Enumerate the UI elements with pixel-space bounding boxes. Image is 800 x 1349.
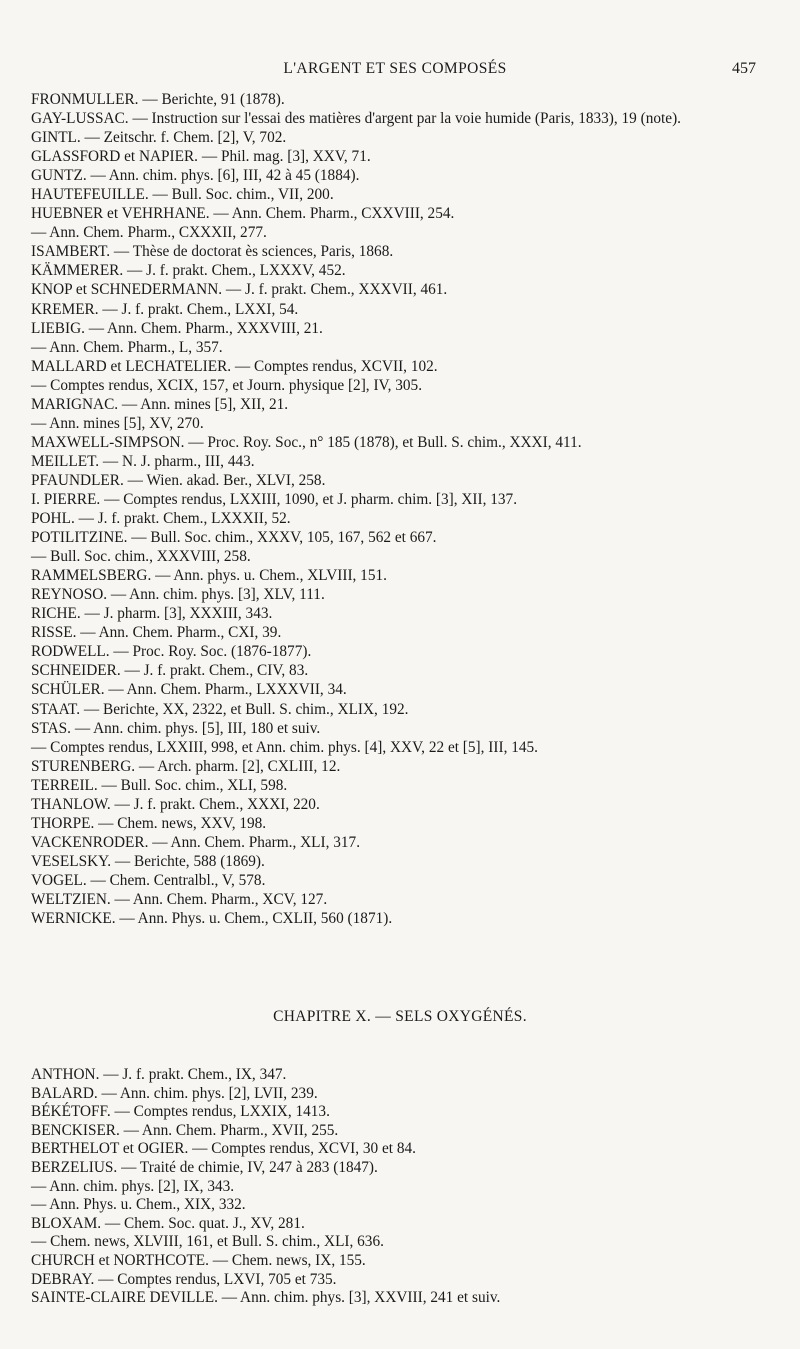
bibliography-entry: ANTHON. — J. f. prakt. Chem., IX, 347.	[31, 1066, 287, 1083]
bibliography-entry: — Ann. Chem. Pharm., L, 357.	[31, 338, 223, 356]
bibliography-entry: DEBRAY. — Comptes rendus, LXVI, 705 et 735.	[31, 1270, 337, 1288]
bibliography-entry: — Comptes rendus, LXXIII, 998, et Ann. chim. phys. [4], XXV, 22 et [5], III, 145.	[31, 738, 538, 756]
bibliography-entry: I. PIERRE. — Comptes rendus, LXXIII, 1090, et J. pharm. chim. [3], XII, 137.	[31, 490, 518, 508]
bibliography-entry: STAS. — Ann. chim. phys. [5], III, 180 et suiv.	[31, 719, 321, 737]
bibliography-entry: POHL. — J. f. prakt. Chem., LXXXII, 52.	[31, 510, 291, 528]
running-title: L'ARGENT ET SES COMPOSÉS	[283, 60, 507, 77]
bibliography-entry: ISAMBERT. — Thèse de doctorat ès sciences, Paris, 1868.	[31, 243, 394, 261]
bibliography-entry: RISSE. — Ann. Chem. Pharm., CXI, 39.	[31, 624, 282, 642]
bibliography-entry: SCHNEIDER. — J. f. prakt. Chem., CIV, 83.	[31, 662, 309, 680]
bibliography-entry: — Bull. Soc. chim., XXXVIII, 258.	[31, 548, 251, 566]
bibliography-list	[31, 90, 771, 928]
bibliography-entry: LIEBIG. — Ann. Chem. Pharm., XXXVIII, 21.	[31, 319, 323, 337]
bibliography-entry: RAMMELSBERG. — Ann. phys. u. Chem., XLVIII, 151.	[31, 567, 387, 585]
bibliography-entry: GLASSFORD et NAPIER. — Phil. mag. [3], XXV, 71.	[31, 148, 371, 166]
bibliography-entry: GINTL. — Zeitschr. f. Chem. [2], V, 702.	[31, 129, 287, 147]
bibliography-entry: RODWELL. — Proc. Roy. Soc. (1876-1877).	[31, 643, 312, 661]
bibliography-entry: BÉKÉTOFF. — Comptes rendus, LXXIX, 1413.	[31, 1103, 330, 1121]
running-head	[30, 60, 760, 84]
bibliography-entry: MALLARD et LECHATELIER. — Comptes rendus, XCVII, 102.	[31, 357, 438, 375]
bibliography-entry: FRONMULLER. — Berichte, 91 (1878).	[31, 91, 285, 108]
bibliography-entry: — Ann. Phys. u. Chem., XIX, 332.	[31, 1196, 246, 1214]
bibliography-entry: WELTZIEN. — Ann. Chem. Pharm., XCV, 127.	[31, 890, 328, 908]
bibliography-entry: VOGEL. — Chem. Centralbl., V, 578.	[31, 871, 266, 889]
page-number: 457	[732, 60, 756, 77]
bibliography-entry: THORPE. — Chem. news, XXV, 198.	[31, 814, 267, 832]
bibliography-entry: BALARD. — Ann. chim. phys. [2], LVII, 239.	[31, 1084, 318, 1102]
bibliography-entry: MAXWELL-SIMPSON. — Proc. Roy. Soc., n° 185 (1878), et Bull. S. chim., XXXI, 411.	[31, 433, 582, 451]
bibliography-entry: TERREIL. — Bull. Soc. chim., XLI, 598.	[31, 776, 288, 794]
bibliography-entry: POTILITZINE. — Bull. Soc. chim., XXXV, 105, 167, 562 et 667.	[31, 529, 437, 547]
bibliography-entry: — Ann. Chem. Pharm., CXXXII, 277.	[31, 224, 267, 242]
bibliography-entry: STAAT. — Berichte, XX, 2322, et Bull. S. chim., XLIX, 192.	[31, 700, 409, 718]
bibliography-entry: RICHE. — J. pharm. [3], XXXIII, 343.	[31, 605, 273, 623]
bibliography-entry: PFAUNDLER. — Wien. akad. Ber., XLVI, 258.	[31, 471, 326, 489]
bibliography-entry: VACKENRODER. — Ann. Chem. Pharm., XLI, 317.	[31, 833, 361, 851]
chapter-bibliography-list	[31, 1066, 771, 1308]
bibliography-entry: REYNOSO. — Ann. chim. phys. [3], XLV, 111.	[31, 586, 325, 604]
bibliography-entry: SAINTE-CLAIRE DEVILLE. — Ann. chim. phys. [3], XXVIII, 241 et suiv.	[31, 1289, 501, 1307]
bibliography-entry: BLOXAM. — Chem. Soc. quat. J., XV, 281.	[31, 1214, 305, 1232]
bibliography-entry: WERNICKE. — Ann. Phys. u. Chem., CXLII, 560 (1871).	[31, 910, 393, 928]
bibliography-entry: KÄMMERER. — J. f. prakt. Chem., LXXXV, 452.	[31, 262, 346, 280]
bibliography-entry: — Chem. news, XLVIII, 161, et Bull. S. chim., XLI, 636.	[31, 1233, 384, 1251]
bibliography-entry: GUNTZ. — Ann. chim. phys. [6], III, 42 à 45 (1884).	[31, 167, 360, 185]
bibliography-entry: HUEBNER et VEHRHANE. — Ann. Chem. Pharm., CXXVIII, 254.	[31, 205, 455, 223]
bibliography-entry: VESELSKY. — Berichte, 588 (1869).	[31, 852, 265, 870]
bibliography-entry: KNOP et SCHNEDERMANN. — J. f. prakt. Chem., XXXVII, 461.	[31, 281, 448, 299]
bibliography-entry: — Comptes rendus, XCIX, 157, et Journ. physique [2], IV, 305.	[31, 376, 423, 394]
bibliography-entry: THANLOW. — J. f. prakt. Chem., XXXI, 220.	[31, 795, 320, 813]
bibliography-entry: MARIGNAC. — Ann. mines [5], XII, 21.	[31, 395, 289, 413]
chapter-heading: CHAPITRE X. — SELS OXYGÉNÉS.	[273, 1008, 527, 1025]
bibliography-entry: BENCKISER. — Ann. Chem. Pharm., XVII, 255.	[31, 1121, 339, 1139]
bibliography-entry: BERZELIUS. — Traité de chimie, IV, 247 à 283 (1847).	[31, 1158, 378, 1176]
bibliography-entry: — Ann. mines [5], XV, 270.	[31, 414, 204, 432]
bibliography-entry: CHURCH et NORTHCOTE. — Chem. news, IX, 155.	[31, 1251, 366, 1269]
bibliography-entry: GAY-LUSSAC. — Instruction sur l'essai des matières d'argent par la voie humide (Paris, 1833), 19 (note).	[31, 110, 681, 128]
bibliography-entry: SCHÜLER. — Ann. Chem. Pharm., LXXXVII, 34.	[31, 681, 347, 699]
bibliography-entry: MEILLET. — N. J. pharm., III, 443.	[31, 452, 255, 470]
bibliography-entry: — Ann. chim. phys. [2], IX, 343.	[31, 1177, 235, 1195]
bibliography-entry: HAUTEFEUILLE. — Bull. Soc. chim., VII, 200.	[31, 186, 334, 204]
bibliography-entry: STURENBERG. — Arch. pharm. [2], CXLIII, 12.	[31, 757, 341, 775]
bibliography-entry: BERTHELOT et OGIER. — Comptes rendus, XCVI, 30 et 84.	[31, 1140, 417, 1158]
bibliography-entry: KREMER. — J. f. prakt. Chem., LXXI, 54.	[31, 300, 299, 318]
